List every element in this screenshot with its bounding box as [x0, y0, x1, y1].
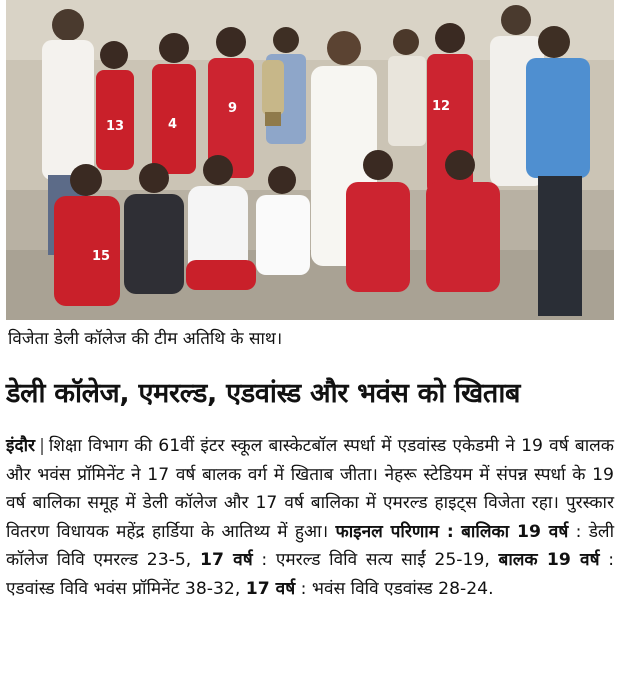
headline: डेली कॉलेज, एमरल्ड, एडवांस्ड और भवंस को खिताब — [6, 378, 521, 409]
team-photo-illustration — [6, 0, 614, 320]
result-girls17-text: : एमरल्ड विवि सत्य साईं 25-19, — [261, 550, 490, 570]
article-body — [6, 432, 614, 603]
jersey-number-15: 15 — [92, 249, 111, 264]
jersey-number-13: 13 — [106, 119, 125, 134]
article-lead: शिक्षा विभाग की 61वीं इंटर स्कूल बास्केटबॉल स्पर्धा में एडवांस्ड एकेडमी ने 19 वर्ष बालक और भवंस प्रॉमिनेंट ने 17 वर्ष बालक वर्ग में खिताब जीता। नेहरू स्टेडियम में संपन्न स्पर्धा के 19 वर्ष बालिका समूह में डेली कॉलेज और 17 वर्ष बालिका में एमरल्ड हाइट्स विजेता रहा। पुरस्कार वितरण विधायक महेंद्र हार्डिया के आतिथ्य में हुआ। — [6, 436, 614, 542]
team-photo — [6, 0, 614, 320]
dateline-separator: | — [39, 436, 45, 456]
jersey-number-4: 4 — [168, 117, 178, 132]
jersey-number-12: 12 — [432, 99, 451, 114]
result-girls19-text: : डेली कॉलेज विवि एमरल्ड 23-5, — [6, 521, 615, 570]
result-girls19-label: बालिका 19 वर्ष — [461, 521, 569, 542]
result-girls17-label: 17 वर्ष — [200, 550, 253, 570]
jersey-number-9: 9 — [228, 101, 238, 116]
result-boys19-label: बालक 19 वर्ष — [498, 550, 600, 570]
result-boys19-text: : एडवांस्ड विवि भवंस प्रॉमिनेंट 38-32, — [6, 550, 615, 599]
result-boys17-label: 17 वर्ष — [245, 578, 296, 599]
result-boys17-text: : भवंस विवि एडवांस्ड 28-24. — [300, 578, 494, 599]
photo-caption: विजेता डेली कॉलेज की टीम अतिथि के साथ। — [8, 329, 283, 349]
results-heading: फाइनल परिणाम : — [335, 521, 454, 542]
dateline: इंदौर — [6, 436, 36, 456]
